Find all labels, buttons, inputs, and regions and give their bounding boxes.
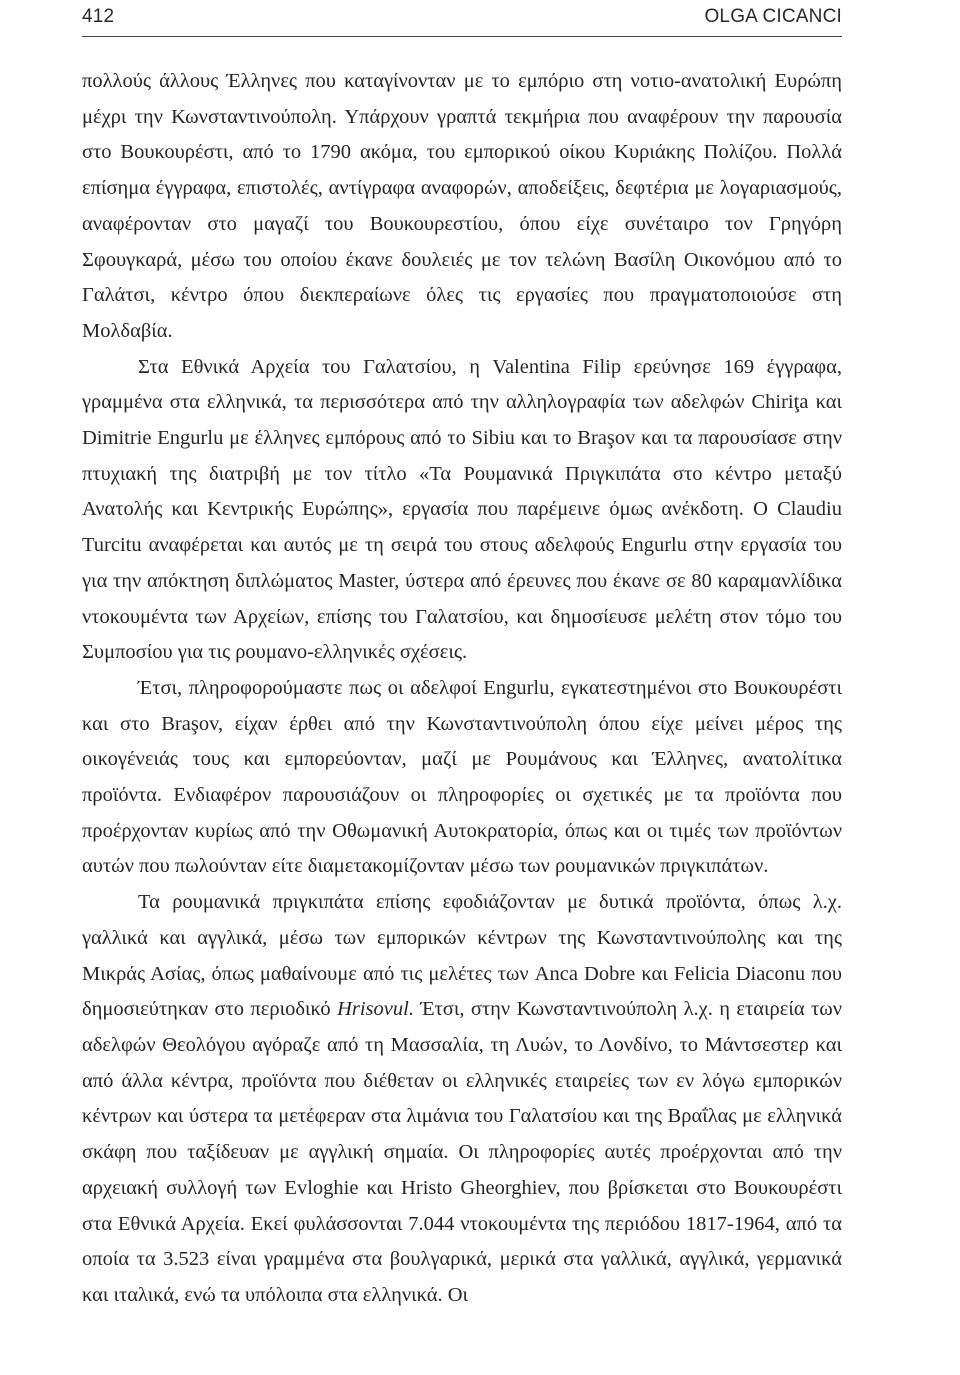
paragraph-2: Στα Εθνικά Αρχεία του Γαλατσίου, η Valentina Filip ερεύνησε 169 έγγραφα, γραμμένα στα ελληνικά, τα περισσότερα από την αλληλογραφία των αδελφών Chiriţa και Dimitrie Engurlu με έλληνες εμπόρους από το Sibiu και το Braşov και τα παρουσίασε στην πτυχιακή της διατριβή με τον τίτλο «Τα Ρουμανικά Πριγκιπάτα στο κέντρο μεταξύ Ανατολής και Κεντρικής Ευρώπης», εργασία που παρέμεινε όμως ανέκδοτη. Ο Claudiu Turcitu αναφέρεται και αυτός με τη σειρά του στους αδελφούς Engurlu στην εργασία του για την απόκτηση διπλώματος Master, ύστερα από έρευνες που έκανε σε 80 καραμανλίδικα ντοκουμέντα των Αρχείων, επίσης του Γαλατσίου, και δημοσίευσε μελέτη στον τόμο του Συμποσίου για τις ρουμανο-ελληνικές σχέσεις. <box>82 355 842 664</box>
paragraph-4-part-2: Έτσι, στην Κωνσταντινούπολη λ.χ. η εταιρεία των αδελφών Θεολόγου αγόραζε από τη Μασσαλία, τη Λυών, το Λονδίνο, το Μάντσεστερ και από άλλα κέντρα, προϊόντα που διέθεταν οι ελληνικές εταιρείες των εν λόγω εμπορικών κέντρων και ύστερα τα μετέφεραν στα λιμάνια του Γαλατσίου και της Βραΐλας με ελληνικά σκάφη που ταξίδευαν με αγγλική σημαία. Οι πληροφορίες αυτές προέρχονται από την αρχειακή συλλογή των Evloghie και Hristo Gheorghiev, που βρίσκεται στο Βουκουρέστι στα Εθνικά Αρχεία. Εκεί φυλάσσονται 7.044 ντοκουμέντα της περιόδου 1817-1964, από τα οποία τα 3.523 είναι γραμμένα στα βουλγαρικά, μερικά στα γαλλικά, αγγλικά, γερμανικά και ιταλικά, ενώ τα υπόλοιπα στα ελληνικά. Οι <box>82 998 842 1306</box>
page-number: 412 <box>82 6 115 27</box>
running-head-author: OLGA CICANCI <box>704 6 842 27</box>
journal-title-hrisovul: Hrisovul. <box>337 998 414 1021</box>
paragraph-1: πολλούς άλλους Έλληνες που καταγίνονταν με το εμπόριο στη νοτιο-ανατολική Ευρώπη μέχρι την Κωνσταντινούπολη. Υπάρχουν γραπτά τεκμήρια που αναφέρουν την παρουσία στο Βουκουρέστι, από το 1790 ακόμα, του εμπορικού οίκου Κυριάκης Πολίζου. Πολλά επίσημα έγγραφα, επιστολές, αντίγραφα αναφορών, αποδείξεις, δεφτέρια με λογαριασμούς, αναφέρονταν στο μαγαζί του Βουκουρεστίου, όπου είχε συνέταιρο τον Γρηγόρη Σφουγκαρά, μέσω του οποίου έκανε δουλειές με τον τελώνη Βασίλη Οικονόμου από το Γαλάτσι, κέντρο όπου διεκπεραίωνε όλες τις εργασίες που πραγματοποιούσε στη Μολδαβία. <box>82 70 842 342</box>
header-rule <box>82 36 842 37</box>
page-header <box>82 6 842 30</box>
body-text <box>82 64 842 1314</box>
paragraph-4-part-1: Τα ρουμανικά πριγκιπάτα επίσης εφοδιάζονταν με δυτικά προϊόντα, όπως λ.χ. γαλλικά και αγγλικά, μέσω των εμπορικών κέντρων της Κωνσταντινούπολης και της Μικράς Ασίας, όπως μαθαίνουμε από τις μελέτες των Anca Dobre και Felicia Diaconu που δημοσιεύτηκαν στο περιοδικό <box>82 891 842 1021</box>
paragraph-3: Έτσι, πληροφορούμαστε πως οι αδελφοί Engurlu, εγκατεστημένοι στο Βουκουρέστι και στο Braşov, είχαν έρθει από την Κωνσταντινούπολη όπου είχε μείνει μέρος της οικογένειάς τους και εμπορεύονταν, μαζί με Ρουμάνους και Έλληνες, ανατολίτικα προϊόντα. Ενδιαφέρον παρουσιάζουν οι πληροφορίες οι σχετικές με τα προϊόντα που προέρχονταν κυρίως από την Οθωμανική Αυτοκρατορία, όπως και οι τιμές των προϊόντων αυτών που πωλούνταν είτε διαμετακομίζονταν μέσω των ρουμανικών πριγκιπάτων. <box>82 676 842 878</box>
paragraph-4 <box>82 885 842 1313</box>
